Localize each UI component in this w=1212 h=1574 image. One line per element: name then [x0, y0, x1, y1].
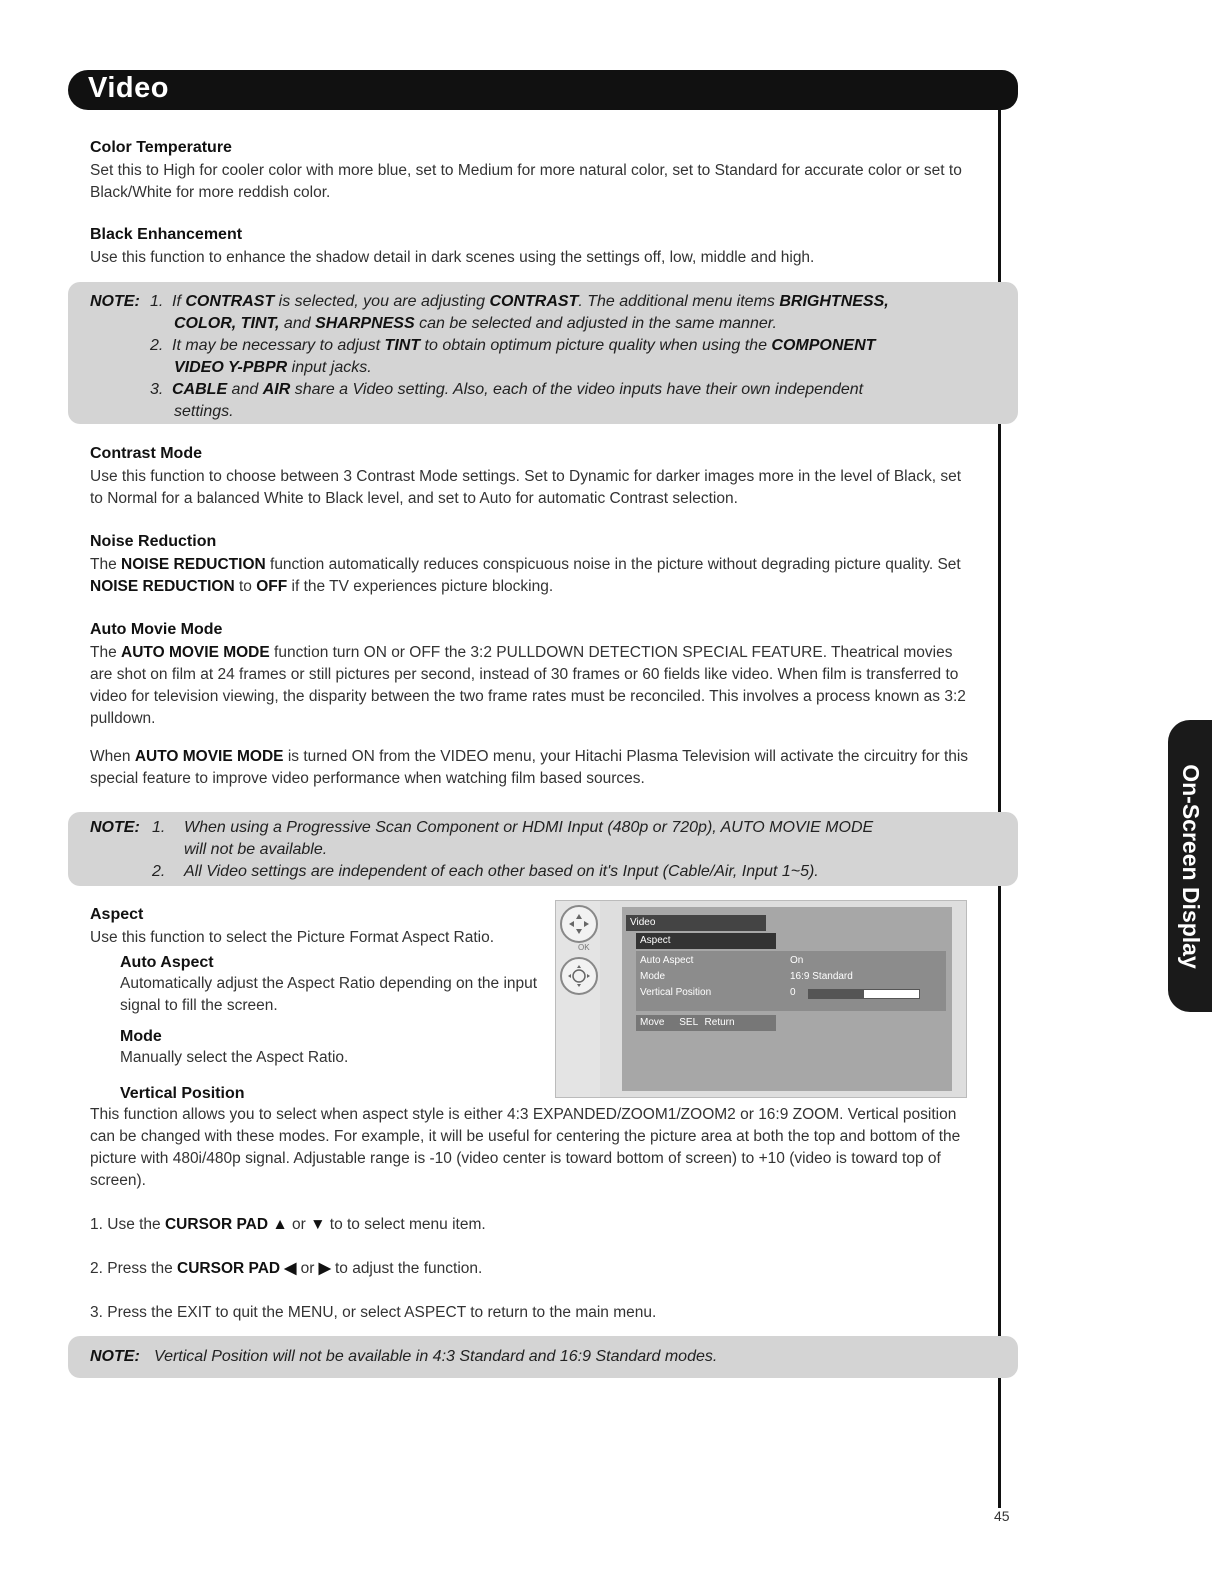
note-item-number: 1. — [152, 819, 166, 836]
auto-movie-mode-text-2: When AUTO MOVIE MODE is turned ON from the VIDEO menu, your Hitachi Plasma Television will activate the circuitry for this special feature to improve video performance when watching film based sources. — [90, 748, 969, 787]
osd-row-auto-aspect-value: On — [790, 955, 804, 966]
note-line: CABLE and AIR share a Video setting. Also, each of the video inputs have their own independent — [172, 381, 864, 398]
section-header-bar — [68, 70, 1018, 110]
note-line: Vertical Position will not be available in 4:3 Standard and 16:9 Standard modes. — [154, 1348, 718, 1365]
color-temperature-heading: Color Temperature — [90, 139, 232, 156]
menu-button-icon — [560, 905, 598, 943]
mode-heading: Mode — [120, 1028, 162, 1045]
note-label: NOTE: — [90, 1348, 140, 1365]
page-number: 45 — [994, 1508, 1010, 1524]
note-line: It may be necessary to adjust TINT to obtain optimum picture quality when using the COMPONENT — [172, 337, 876, 354]
black-enhancement-text: Use this function to enhance the shadow detail in dark scenes using the settings off, low, middle and high. — [90, 249, 815, 266]
osd-menu-title: Video — [626, 915, 766, 931]
osd-nav-return: Return — [704, 1017, 735, 1028]
aspect-heading: Aspect — [90, 906, 144, 923]
note-line: VIDEO Y-PBPR input jacks. — [174, 359, 372, 376]
step-3: 3. Press the EXIT to quit the MENU, or select ASPECT to return to the main menu. — [90, 1304, 657, 1321]
tv-screen — [622, 907, 952, 1091]
black-enhancement-section — [90, 225, 970, 269]
cursor-pad-icon — [560, 957, 598, 995]
osd-menu-panel — [636, 951, 946, 1011]
page-title: Video — [88, 72, 169, 104]
note-auto-movie — [68, 812, 1018, 886]
noise-reduction-heading: Noise Reduction — [90, 533, 217, 550]
side-tab — [1168, 720, 1212, 1012]
osd-row-mode[interactable]: Mode — [640, 971, 666, 982]
noise-reduction-section — [90, 532, 970, 598]
osd-row-vertical-position[interactable]: Vertical Position — [640, 987, 712, 998]
note-label: NOTE: — [90, 293, 140, 310]
side-tab-label: On-Screen Display — [1177, 763, 1204, 969]
color-temperature-section — [90, 138, 970, 204]
contrast-mode-section — [90, 444, 970, 510]
vertical-position-body — [90, 1104, 970, 1192]
note-label: NOTE: — [90, 819, 140, 836]
osd-nav-move: Move — [640, 1017, 665, 1028]
note-line: settings. — [174, 403, 234, 420]
aspect-text: Use this function to select the Picture Format Aspect Ratio. — [90, 929, 495, 946]
auto-movie-mode-text: The AUTO MOVIE MODE function turn ON or OFF the 3:2 PULLDOWN DETECTION SPECIAL FEATURE. Theatrical movies are shot on film at 24 frames or still pictures per second, instead of 30 frames or 60 fields like video. When film is transferred to video for television viewing, the disparity between the two frame rates must be reconciled. This involves a process known as 3:2 pulldown. — [90, 644, 966, 727]
note-line: COLOR, TINT, and SHARPNESS can be selected and adjusted in the same manner. — [174, 315, 777, 332]
vertical-position-slider-fill — [809, 990, 864, 998]
mode-text: Manually select the Aspect Ratio. — [120, 1049, 349, 1066]
note-line: will not be available. — [184, 841, 328, 858]
note-line: If CONTRAST is selected, you are adjusting CONTRAST. The additional menu items BRIGHTNESS, — [172, 293, 889, 310]
auto-aspect-heading: Auto Aspect — [120, 954, 214, 971]
note-contrast — [68, 282, 1018, 424]
step-list — [90, 1214, 970, 1324]
step-2: 2. Press the CURSOR PAD ◀ or ▶ to adjust the function. — [90, 1260, 483, 1277]
osd-nav-bar — [636, 1015, 776, 1031]
vertical-position-text: This function allows you to select when aspect style is either 4:3 EXPANDED/ZOOM1/ZOOM2 or 16:9 ZOOM. Vertical position can be changed with these modes. For example, it will be useful for centering the picture area at both the top and bottom of the picture with 480i/480p signal. Adjustable range is -10 (video center is toward bottom of screen) to +10 (video is toward top of screen). — [90, 1106, 961, 1189]
contrast-mode-heading: Contrast Mode — [90, 445, 202, 462]
note-item-number: 1. — [150, 293, 164, 310]
contrast-mode-text: Use this function to choose between 3 Contrast Mode settings. Set to Dynamic for darker images more in the level of Black, set to Normal for a balanced White to Black level, and set to Auto for automatic Contrast selection. — [90, 468, 962, 507]
noise-reduction-text: The NOISE REDUCTION function automatically reduces conspicuous noise in the picture without degrading picture quality. Set NOISE REDUCTION to OFF if the TV experiences picture blocking. — [90, 556, 961, 595]
note-item-number: 2. — [150, 337, 164, 354]
aspect-section — [90, 905, 560, 1069]
note-line: When using a Progressive Scan Component or HDMI Input (480p or 720p), AUTO MOVIE MODE — [184, 819, 874, 836]
note-line: All Video settings are independent of each other based on it's Input (Cable/Air, Input 1~5). — [184, 863, 819, 880]
auto-movie-mode-section — [90, 620, 970, 790]
osd-row-mode-value: 16:9 Standard — [790, 971, 853, 982]
note-item-number: 2. — [152, 863, 166, 880]
vertical-position-slider[interactable] — [808, 989, 920, 999]
vertical-position-heading: Vertical Position — [120, 1085, 245, 1102]
osd-screenshot — [555, 900, 967, 1098]
osd-row-vertical-position-value: 0 — [790, 987, 796, 998]
osd-row-auto-aspect[interactable]: Auto Aspect — [640, 955, 694, 966]
color-temperature-text: Set this to High for cooler color with more blue, set to Medium for more natural color, set to Standard for accurate color or set to Black/White for more reddish color. — [90, 162, 962, 201]
step-1: 1. Use the CURSOR PAD ▲ or ▼ to to select menu item. — [90, 1216, 486, 1233]
remote-ok-label: OK — [578, 943, 590, 952]
note-item-number: 3. — [150, 381, 164, 398]
remote-control — [556, 901, 600, 1097]
black-enhancement-heading: Black Enhancement — [90, 226, 243, 243]
auto-movie-mode-heading: Auto Movie Mode — [90, 621, 223, 638]
osd-submenu-title: Aspect — [636, 933, 776, 949]
note-vertical-position — [68, 1336, 1018, 1378]
osd-nav-sel: SEL — [679, 1017, 698, 1028]
auto-aspect-text: Automatically adjust the Aspect Ratio depending on the input signal to fill the screen. — [120, 975, 538, 1014]
